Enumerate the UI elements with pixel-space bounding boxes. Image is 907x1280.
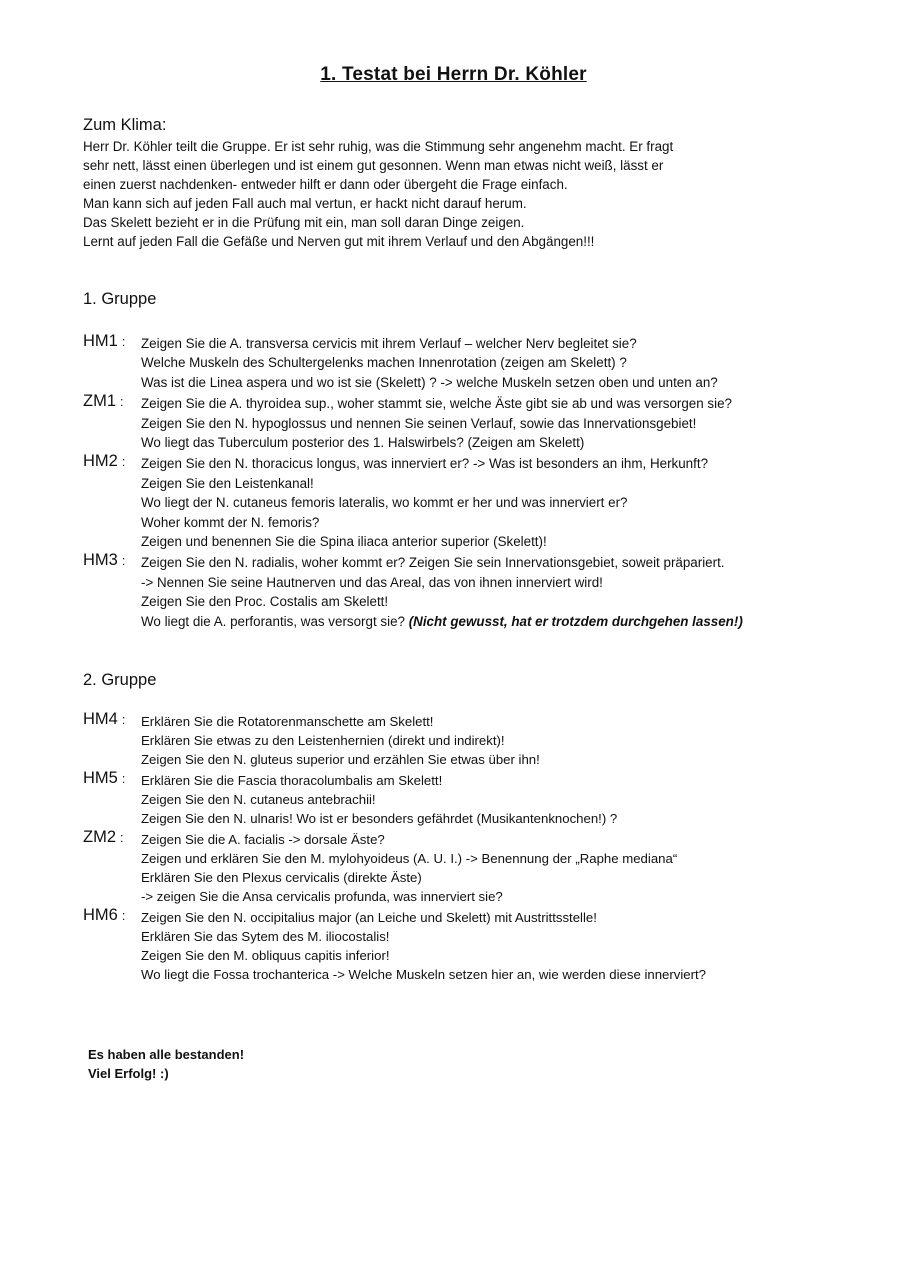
- question-line: Wo liegt das Tuberculum posterior des 1. Halswirbels? (Zeigen am Skelett): [141, 435, 585, 451]
- question-line: Erklären Sie die Fascia thoracolumbalis am Skelett!: [141, 773, 443, 788]
- intro-line: sehr nett, lässt einen überlegen und ist einem gut gesonnen. Wenn man etwas nicht weiß, lässt er: [83, 158, 664, 173]
- question-entry-hm6: [83, 906, 853, 984]
- closing-remarks: [88, 1045, 244, 1083]
- group1-heading: 1. Gruppe: [83, 290, 157, 308]
- examinee-code: ZM2 :: [83, 828, 124, 846]
- intro-paragraph: [83, 137, 843, 251]
- question-line: Wo liegt die A. perforantis, was versorgt sie? (Nicht gewusst, hat er trotzdem durchgehen lassen!): [141, 613, 743, 629]
- question-line: Erklären Sie die Rotatorenmanschette am Skelett!: [141, 714, 434, 729]
- closing-line-wish: Viel Erfolg! :): [88, 1066, 169, 1081]
- question-line: Zeigen Sie den Leistenkanal!: [141, 475, 314, 491]
- question-line: -> Nennen Sie seine Hautnerven und das Areal, das von ihnen innerviert wird!: [141, 574, 603, 590]
- question-line: Zeigen Sie den N. hypoglossus und nennen Sie seinen Verlauf, sowie das Innervationsgebiet!: [141, 415, 697, 431]
- question-line: Zeigen und erklären Sie den M. mylohyoideus (A. U. I.) -> Benennung der „Raphe mediana“: [141, 851, 678, 866]
- question-lines: [141, 332, 853, 392]
- question-lines: [141, 769, 853, 828]
- question-line: Erklären Sie das Sytem des M. iliocostalis!: [141, 929, 390, 944]
- intro-line: Herr Dr. Köhler teilt die Gruppe. Er ist sehr ruhig, was die Stimmung sehr angenehm macht. Er fragt: [83, 139, 674, 154]
- closing-line-result: Es haben alle bestanden!: [88, 1047, 245, 1062]
- examinee-code: HM3 :: [83, 551, 126, 570]
- question-entry-hm4: [83, 710, 853, 769]
- question-line: Zeigen Sie den M. obliquus capitis inferior!: [141, 948, 390, 963]
- question-line: Woher kommt der N. femoris?: [141, 514, 320, 530]
- question-entry-hm5: [83, 769, 853, 828]
- question-line: Wo liegt die Fossa trochanterica -> Welche Muskeln setzen hier an, wie werden diese innerviert?: [141, 967, 707, 982]
- group1-question-list: [83, 332, 853, 631]
- intro-heading: Zum Klima:: [83, 116, 167, 134]
- question-entry-hm3: [83, 551, 853, 631]
- question-line: Erklären Sie etwas zu den Leistenhernien (direkt und indirekt)!: [141, 733, 505, 748]
- examinee-code: ZM1 :: [83, 392, 124, 411]
- question-line: Zeigen Sie den N. radialis, woher kommt er? Zeigen Sie sein Innervationsgebiet, soweit präpariert.: [141, 555, 725, 571]
- examinee-code: HM6 :: [83, 906, 126, 924]
- question-line: Zeigen Sie den N. gluteus superior und erzählen Sie etwas über ihn!: [141, 752, 540, 767]
- question-line: Zeigen Sie die A. thyroidea sup., woher stammt sie, welche Äste gibt sie ab und was versorgen sie?: [141, 396, 732, 412]
- question-line: -> zeigen Sie die Ansa cervicalis profunda, was innerviert sie?: [141, 889, 503, 904]
- question-line: Zeigen und benennen Sie die Spina iliaca anterior superior (Skelett)!: [141, 534, 547, 550]
- question-line: Zeigen Sie den N. cutaneus antebrachii!: [141, 792, 376, 807]
- examinee-code: HM2 :: [83, 452, 126, 471]
- examinee-code: HM5 :: [83, 769, 126, 787]
- question-line: Was ist die Linea aspera und wo ist sie (Skelett) ? -> welche Muskeln setzen oben und unten an?: [141, 374, 718, 390]
- question-entry-hm2: [83, 452, 853, 551]
- group2-heading: 2. Gruppe: [83, 671, 157, 689]
- question-line: Welche Muskeln des Schultergelenks machen Innenrotation (zeigen am Skelett) ?: [141, 355, 627, 371]
- question-lines: [141, 828, 853, 906]
- question-line: Zeigen Sie den N. occipitalius major (an Leiche und Skelett) mit Austrittsstelle!: [141, 910, 597, 925]
- question-lines: [141, 551, 853, 631]
- question-line: Zeigen Sie den Proc. Costalis am Skelett!: [141, 594, 389, 610]
- examinee-code: HM4 :: [83, 710, 126, 728]
- exam-note: (Nicht gewusst, hat er trotzdem durchgehen lassen!): [408, 613, 743, 629]
- question-line: Zeigen Sie den N. thoracicus longus, was innerviert er? -> Was ist besonders an ihm, Herkunft?: [141, 456, 709, 472]
- question-entry-zm2: [83, 828, 853, 906]
- question-line: Zeigen Sie die A. transversa cervicis mit ihrem Verlauf – welcher Nerv begleitet sie?: [141, 336, 637, 351]
- question-entry-zm1: [83, 392, 853, 452]
- question-lines: [141, 452, 853, 551]
- question-entry-hm1: [83, 332, 853, 392]
- question-line: Erklären Sie den Plexus cervicalis (direkte Äste): [141, 870, 422, 885]
- question-lines: [141, 710, 853, 769]
- question-line: Zeigen Sie den N. ulnaris! Wo ist er besonders gefährdet (Musikantenknochen!) ?: [141, 811, 618, 826]
- examinee-code: HM1 :: [83, 332, 126, 350]
- question-line: Zeigen Sie die A. facialis -> dorsale Äste?: [141, 832, 385, 847]
- question-line: Wo liegt der N. cutaneus femoris lateralis, wo kommt er her und was innerviert er?: [141, 495, 628, 511]
- intro-line: Man kann sich auf jeden Fall auch mal vertun, er hackt nicht darauf herum.: [83, 196, 527, 211]
- intro-line: Das Skelett bezieht er in die Prüfung mit ein, man soll daran Dinge zeigen.: [83, 215, 525, 230]
- document-title: 1. Testat bei Herrn Dr. Köhler: [320, 64, 587, 85]
- intro-line: Lernt auf jeden Fall die Gefäße und Nerven gut mit ihrem Verlauf und den Abgängen!!!: [83, 234, 595, 249]
- group2-question-list: [83, 710, 853, 984]
- intro-line: einen zuerst nachdenken- entweder hilft er dann oder übergeht die Frage einfach.: [83, 177, 568, 192]
- question-lines: [141, 906, 853, 984]
- question-lines: [141, 392, 853, 452]
